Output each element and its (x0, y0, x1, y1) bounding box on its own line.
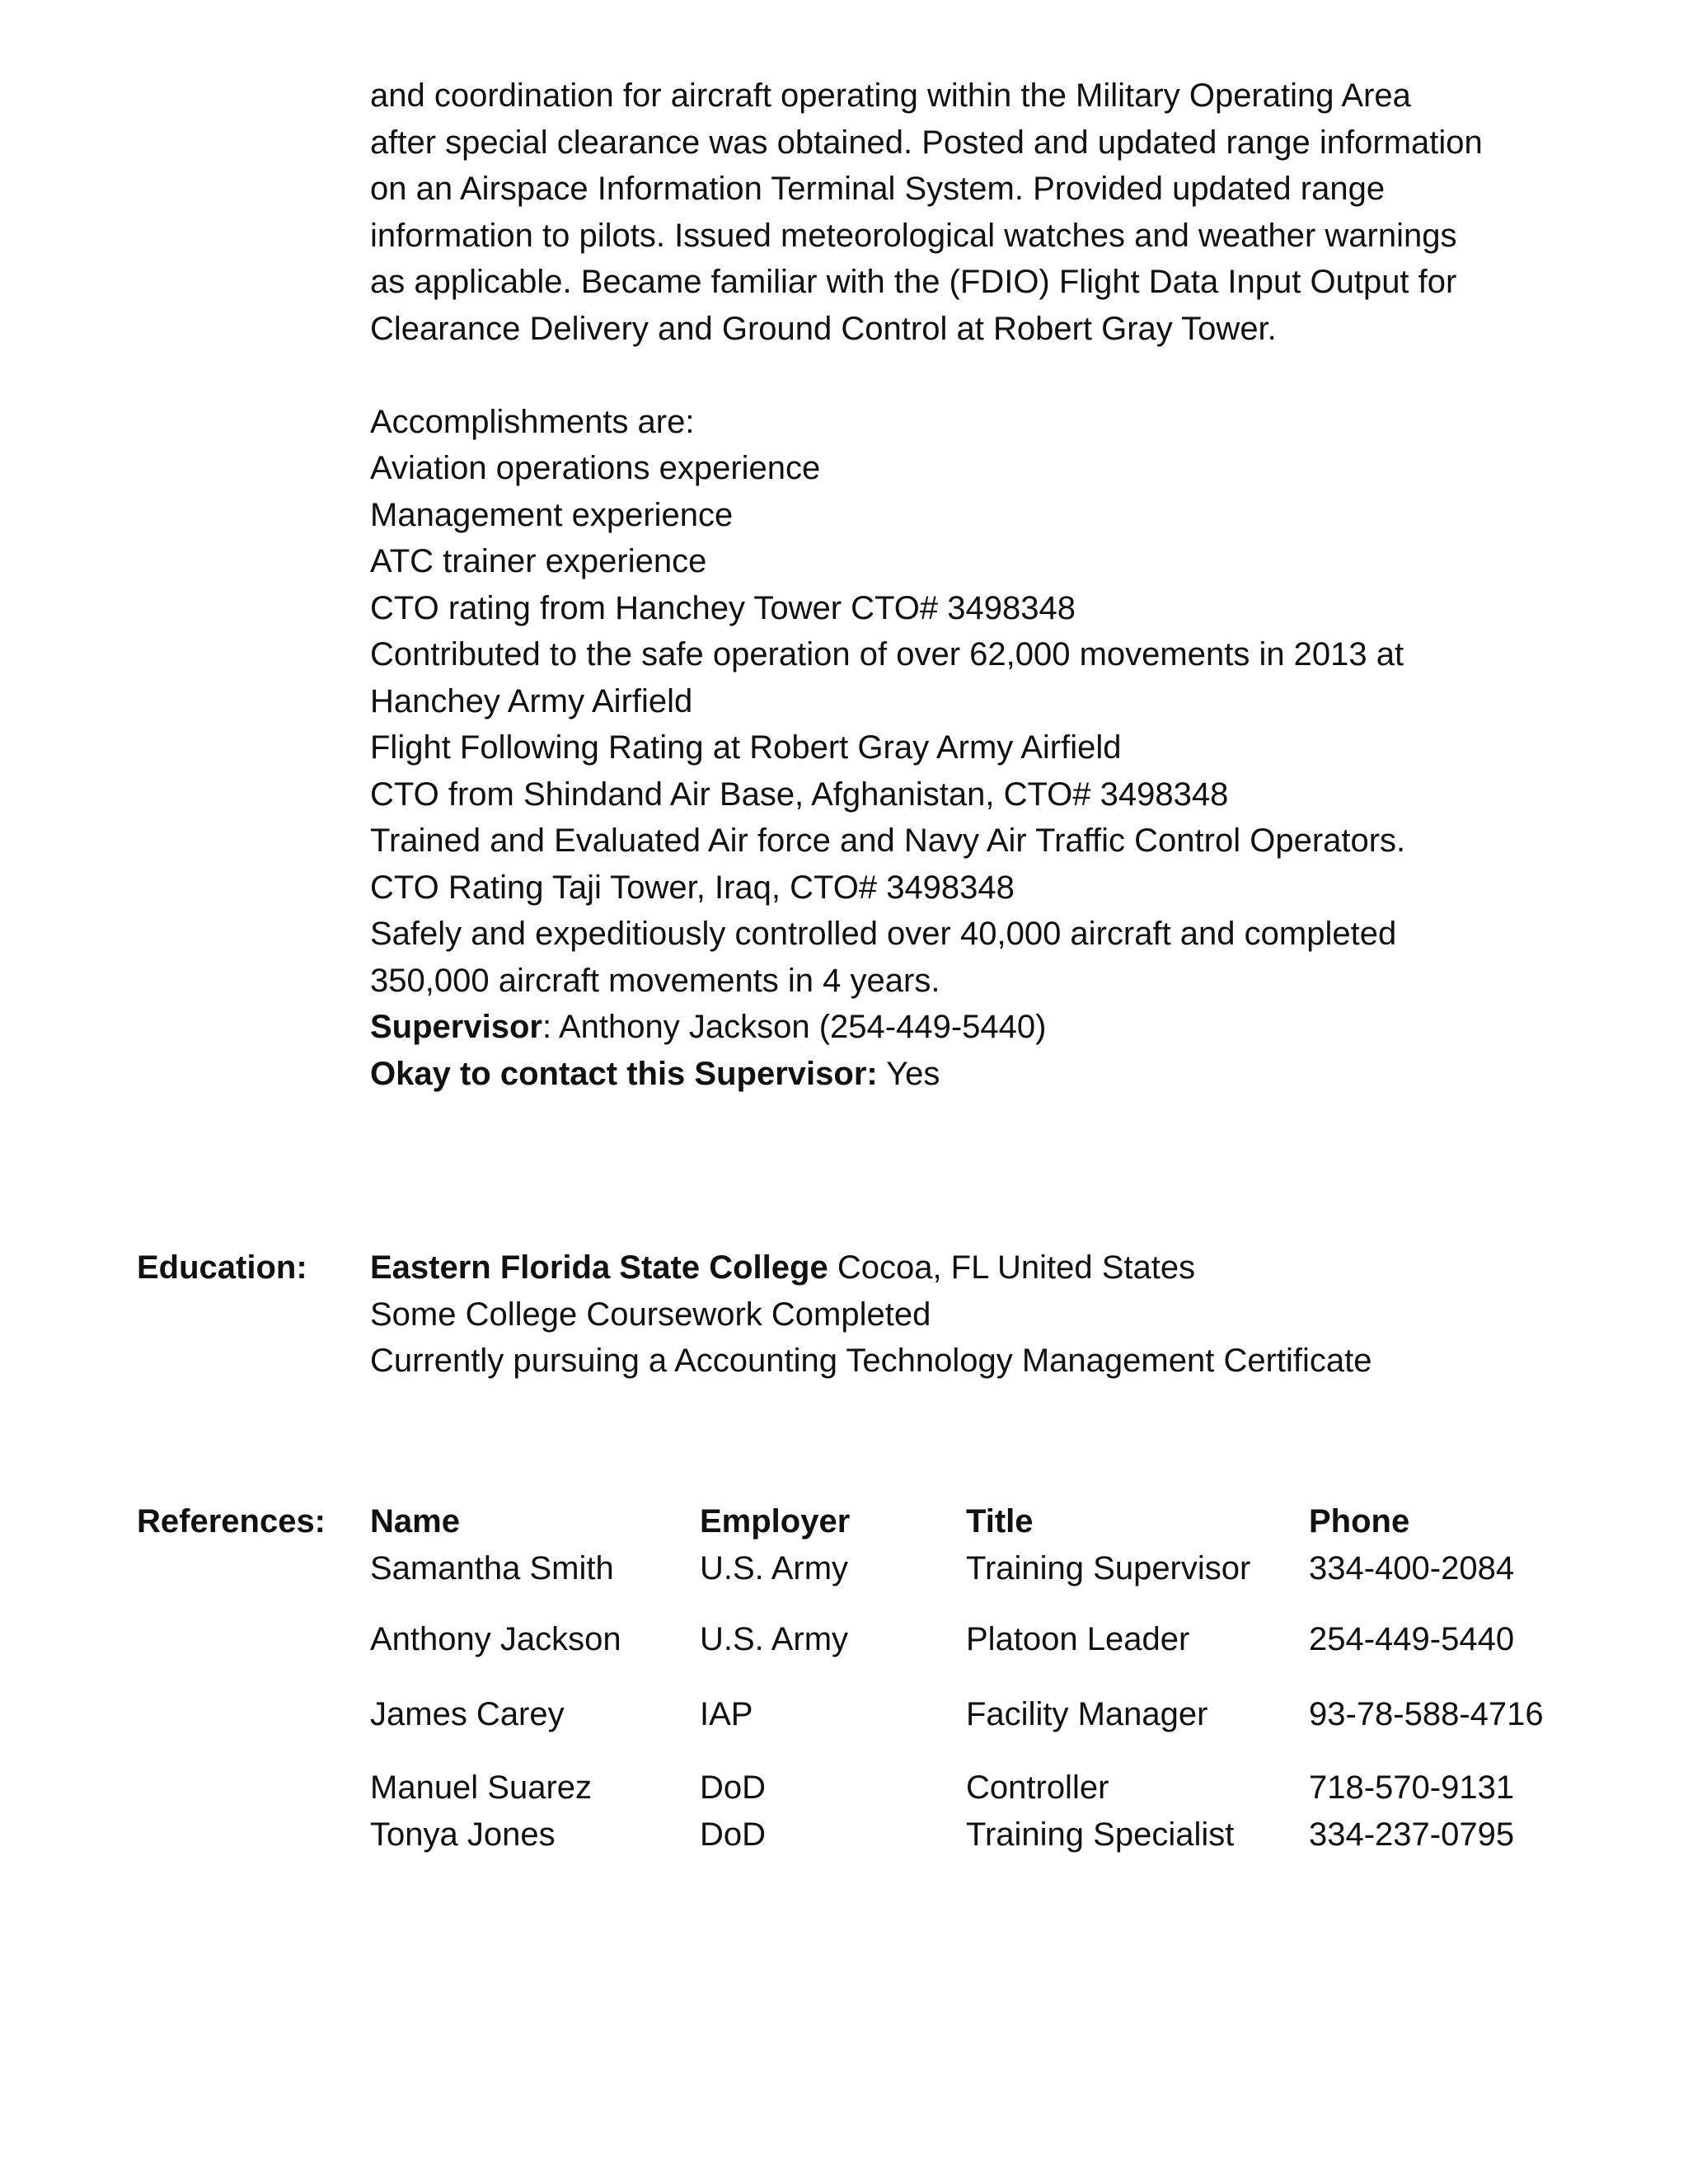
reference-phone: 334-237-0795 (1309, 1816, 1515, 1853)
contact-value: Yes (877, 1055, 940, 1092)
reference-name: Anthony Jackson (370, 1621, 621, 1657)
reference-phone: 334-400-2084 (1309, 1549, 1515, 1586)
references-label: References: (137, 1503, 326, 1540)
contact-line (370, 1051, 1573, 1098)
header-title: Title (966, 1503, 1034, 1540)
accomplishment-item: CTO from Shindand Air Base, Afghanistan, CTO# 3498348 (370, 776, 1229, 813)
reference-employer: DoD (700, 1816, 767, 1853)
header-phone: Phone (1309, 1503, 1410, 1540)
reference-phone: 254-449-5440 (1309, 1621, 1515, 1657)
accomplishment-item: Contributed to the safe operation of over 62,000 movements in 2013 at (370, 636, 1404, 673)
accomplishment-item: Hanchey Army Airfield (370, 682, 693, 719)
education-detail: Currently pursuing a Accounting Technology Management Certificate (370, 1343, 1372, 1379)
accomplishment-item: ATC trainer experience (370, 543, 707, 579)
duty-line: and coordination for aircraft operating within the Military Operating Area (370, 77, 1411, 114)
education-label: Education: (137, 1249, 307, 1286)
accomplishment-item: Safely and expeditiously controlled over 40,000 aircraft and completed (370, 916, 1397, 952)
accomplishment-item: CTO Rating Taji Tower, Iraq, CTO# 3498348 (370, 869, 1015, 906)
contact-label: Okay to contact this Supervisor: (370, 1055, 878, 1092)
reference-title: Controller (966, 1769, 1109, 1806)
experience-section (370, 73, 1573, 1097)
education-section (370, 1244, 1573, 1385)
header-employer: Employer (700, 1503, 851, 1540)
reference-employer: DoD (700, 1769, 767, 1806)
duty-line: Clearance Delivery and Ground Control at Robert Gray Tower. (370, 310, 1277, 347)
reference-phone: 718-570-9131 (1309, 1769, 1515, 1806)
spacer (370, 352, 1573, 399)
reference-employer: U.S. Army (700, 1621, 849, 1657)
accomplishment-item: CTO rating from Hanchey Tower CTO# 3498348 (370, 589, 1076, 626)
reference-title: Facility Manager (966, 1695, 1208, 1732)
reference-name: Tonya Jones (370, 1816, 556, 1853)
supervisor-line (370, 1004, 1573, 1051)
duty-line: information to pilots. Issued meteorological watches and weather warnings (370, 217, 1457, 254)
reference-employer: U.S. Army (700, 1549, 849, 1586)
supervisor-label: Supervisor (370, 1009, 542, 1045)
reference-name: James Carey (370, 1695, 565, 1732)
reference-title: Training Supervisor (966, 1549, 1251, 1586)
duty-line: on an Airspace Information Terminal System. Provided updated range (370, 171, 1386, 207)
accomplishment-item: Flight Following Rating at Robert Gray Army Airfield (370, 729, 1122, 766)
accomplishment-item: Management experience (370, 496, 734, 533)
reference-name: Samantha Smith (370, 1549, 614, 1586)
school-location: Cocoa, FL United States (828, 1249, 1196, 1286)
reference-phone: 93-78-588-4716 (1309, 1695, 1544, 1732)
accomplishment-item: 350,000 aircraft movements in 4 years. (370, 962, 940, 999)
header-name: Name (370, 1503, 460, 1540)
accomplishments-heading: Accomplishments are: (370, 403, 695, 440)
supervisor-value: : Anthony Jackson (254-449-5440) (542, 1009, 1047, 1045)
education-school-line (370, 1244, 1573, 1291)
reference-employer: IAP (700, 1695, 753, 1732)
reference-title: Training Specialist (966, 1816, 1235, 1853)
reference-name: Manuel Suarez (370, 1769, 593, 1806)
duty-line: as applicable. Became familiar with the (FDIO) Flight Data Input Output for (370, 264, 1457, 300)
duty-line: after special clearance was obtained. Posted and updated range information (370, 124, 1483, 161)
school-name: Eastern Florida State College (370, 1249, 828, 1286)
education-detail: Some College Coursework Completed (370, 1296, 931, 1333)
accomplishment-item: Trained and Evaluated Air force and Navy Air Traffic Control Operators. (370, 823, 1406, 859)
accomplishment-item: Aviation operations experience (370, 450, 821, 486)
reference-title: Platoon Leader (966, 1621, 1190, 1657)
